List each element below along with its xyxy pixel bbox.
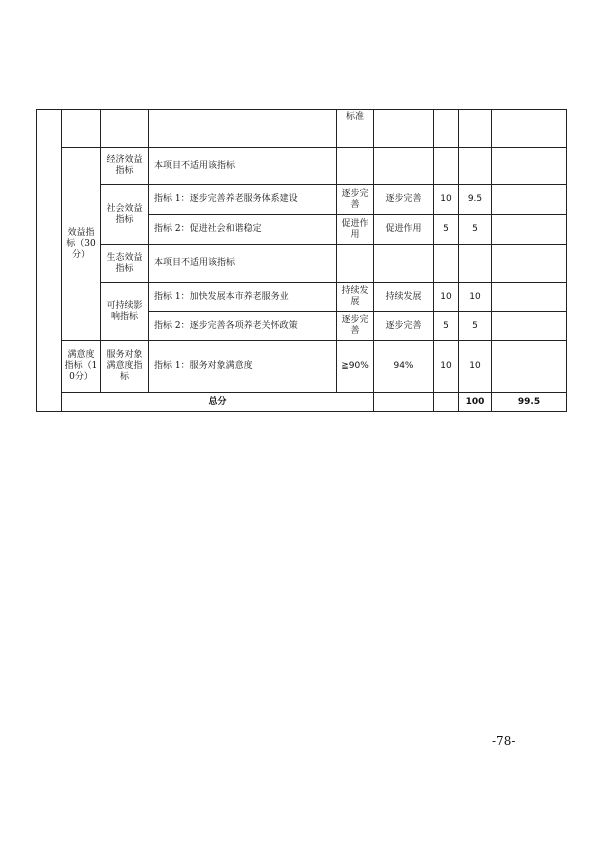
indicator-cell: 指标 1：服务对象满意度 (149, 341, 337, 393)
indicator-cell: 本项目不适用该指标 (149, 148, 337, 185)
table-cell (374, 110, 434, 148)
target-cell (337, 148, 374, 185)
satisfaction-category-cell: 满意度指标（10分） (62, 341, 101, 393)
actual-cell (434, 393, 459, 412)
remark-cell (492, 185, 567, 215)
sub-category-cell: 社会效益指标 (101, 185, 149, 245)
weight-cell: 10 (434, 341, 459, 393)
score-cell (459, 245, 492, 283)
weight-cell (434, 245, 459, 283)
remark-cell (492, 341, 567, 393)
sub-category-cell: 可持续影响指标 (101, 283, 149, 341)
performance-evaluation-table (36, 109, 567, 412)
indicator-cell: 本项目不适用该指标 (149, 245, 337, 283)
total-label: 总分 (62, 393, 374, 412)
table-row (37, 341, 567, 393)
table-row (37, 185, 567, 215)
actual-cell: 促进作用 (374, 215, 434, 245)
table-cell (434, 110, 459, 148)
remark-cell (492, 312, 567, 341)
table-row (37, 148, 567, 185)
target-cell: 促进作用 (337, 215, 374, 245)
score-cell: 5 (459, 215, 492, 245)
target-cell (374, 393, 434, 412)
actual-cell: 持续发展 (374, 283, 434, 312)
table-cell (459, 110, 492, 148)
actual-cell (374, 245, 434, 283)
sub-category-cell: 服务对象满意度指标 (101, 341, 149, 393)
score-cell: 5 (459, 312, 492, 341)
table-cell (492, 110, 567, 148)
score-cell (459, 148, 492, 185)
sub-category-cell: 生态效益指标 (101, 245, 149, 283)
table-row (37, 245, 567, 283)
total-weight: 100 (459, 393, 492, 412)
weight-cell: 5 (434, 215, 459, 245)
score-cell: 10 (459, 283, 492, 312)
target-cell (337, 245, 374, 283)
actual-cell: 逐步完善 (374, 185, 434, 215)
indicator-cell: 指标 1：加快发展本市养老服务业 (149, 283, 337, 312)
table-row (37, 110, 567, 148)
table-cell (101, 110, 149, 148)
weight-cell (434, 148, 459, 185)
target-cell: 持续发展 (337, 283, 374, 312)
indicator-cell: 指标 1：逐步完善养老服务体系建设 (149, 185, 337, 215)
standard-cell: 标准 (337, 110, 374, 148)
remark-cell (492, 245, 567, 283)
table-cell (149, 110, 337, 148)
remark-cell (492, 283, 567, 312)
target-cell: 逐步完善 (337, 185, 374, 215)
target-cell: 逐步完善 (337, 312, 374, 341)
weight-cell: 10 (434, 185, 459, 215)
page-number: -78- (492, 734, 516, 748)
remark-cell (492, 215, 567, 245)
actual-cell (374, 148, 434, 185)
score-cell: 10 (459, 341, 492, 393)
target-cell: ≧90% (337, 341, 374, 393)
weight-cell: 10 (434, 283, 459, 312)
actual-cell: 94% (374, 341, 434, 393)
score-cell: 9.5 (459, 185, 492, 215)
indicator-cell: 指标 2：逐步完善各项养老关怀政策 (149, 312, 337, 341)
actual-cell: 逐步完善 (374, 312, 434, 341)
first-level-column-cell (37, 110, 62, 412)
total-row (37, 393, 567, 412)
table-row (37, 283, 567, 312)
remark-cell (492, 148, 567, 185)
benefit-category-cell: 效益指标（30分） (62, 148, 101, 341)
indicator-cell: 指标 2：促进社会和谐稳定 (149, 215, 337, 245)
total-score: 99.5 (492, 393, 567, 412)
weight-cell: 5 (434, 312, 459, 341)
table-cell (62, 110, 101, 148)
sub-category-cell: 经济效益指标 (101, 148, 149, 185)
